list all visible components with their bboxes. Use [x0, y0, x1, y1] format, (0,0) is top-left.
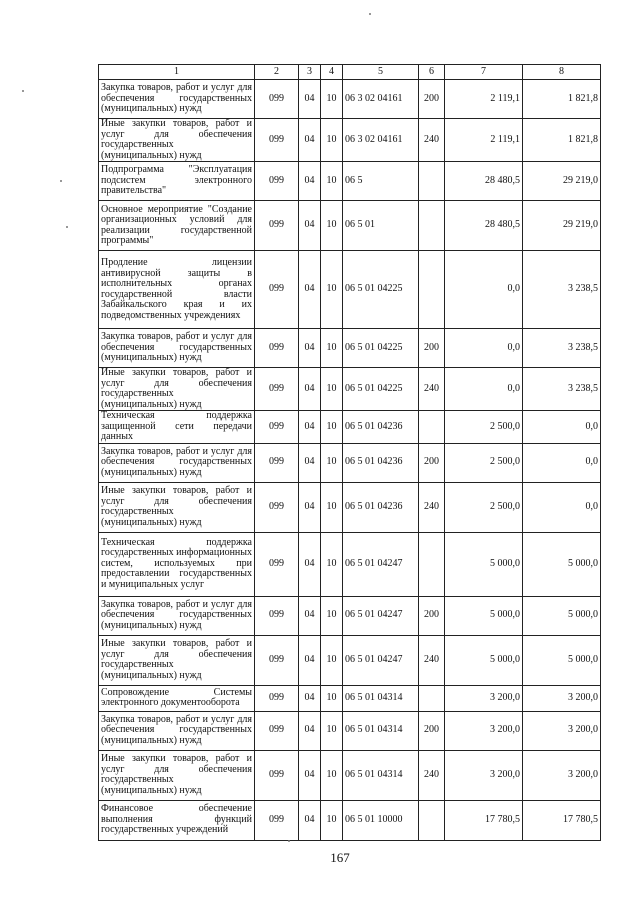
column-header: 3 [299, 65, 321, 80]
row-c6-cell: 240 [419, 119, 445, 162]
row-name-cell: Иные закупки товаров, работ и услуг для обеспечения государственных (муниципальных) нужд [99, 119, 255, 162]
row-name-cell: Закупка товаров, работ и услуг для обеспечения государственных (муниципальных) нужд [99, 596, 255, 635]
row-c6-cell [419, 162, 445, 201]
row-c2-cell: 099 [255, 443, 299, 482]
table-row [99, 443, 601, 482]
row-c7-cell: 0,0 [445, 251, 523, 329]
row-c4-cell: 10 [321, 443, 343, 482]
row-c3-cell: 04 [299, 162, 321, 201]
table-row [99, 750, 601, 800]
row-c7-cell: 2 500,0 [445, 411, 523, 444]
row-c3-cell: 04 [299, 482, 321, 532]
row-c7-cell: 0,0 [445, 329, 523, 368]
row-c2-cell: 099 [255, 201, 299, 251]
row-c2-cell: 099 [255, 251, 299, 329]
scan-speck [66, 226, 68, 228]
row-name-cell: Техническая поддержка государственных информационных систем, используемых при предоставлении государственных и муниципальных услуг [99, 532, 255, 596]
row-c3-cell: 04 [299, 711, 321, 750]
row-c6-cell [419, 800, 445, 840]
row-c6-cell: 240 [419, 750, 445, 800]
row-c7-cell: 2 500,0 [445, 443, 523, 482]
budget-table [98, 64, 601, 841]
row-c8-cell: 3 238,5 [523, 251, 601, 329]
row-c3-cell: 04 [299, 80, 321, 119]
row-c8-cell: 5 000,0 [523, 596, 601, 635]
row-name-cell: Закупка товаров, работ и услуг для обеспечения государственных (муниципальных) нужд [99, 711, 255, 750]
row-c4-cell: 10 [321, 800, 343, 840]
row-c6-cell: 200 [419, 443, 445, 482]
row-c5-cell: 06 3 02 04161 [343, 80, 419, 119]
row-c5-cell: 06 5 01 04236 [343, 443, 419, 482]
table-row [99, 532, 601, 596]
row-c2-cell: 099 [255, 800, 299, 840]
row-c6-cell: 240 [419, 482, 445, 532]
column-header: 4 [321, 65, 343, 80]
table-header-row [99, 65, 601, 80]
row-c4-cell: 10 [321, 596, 343, 635]
row-c4-cell: 10 [321, 711, 343, 750]
row-name-cell: Подпрограмма "Эксплуатация подсистем электронного правительства" [99, 162, 255, 201]
row-c3-cell: 04 [299, 635, 321, 685]
row-c8-cell: 3 200,0 [523, 685, 601, 711]
row-c5-cell: 06 5 01 04314 [343, 750, 419, 800]
table-row [99, 482, 601, 532]
row-c8-cell: 29 219,0 [523, 201, 601, 251]
row-name-cell: Техническая поддержка защищенной сети передачи данных [99, 411, 255, 444]
scan-speck [288, 840, 290, 842]
table-row [99, 162, 601, 201]
row-c3-cell: 04 [299, 800, 321, 840]
row-c3-cell: 04 [299, 201, 321, 251]
row-c8-cell: 5 000,0 [523, 532, 601, 596]
row-c7-cell: 17 780,5 [445, 800, 523, 840]
row-c3-cell: 04 [299, 251, 321, 329]
row-c4-cell: 10 [321, 685, 343, 711]
row-c5-cell: 06 5 01 04225 [343, 251, 419, 329]
row-c3-cell: 04 [299, 119, 321, 162]
row-c4-cell: 10 [321, 119, 343, 162]
row-c8-cell: 5 000,0 [523, 635, 601, 685]
row-c6-cell [419, 411, 445, 444]
row-c3-cell: 04 [299, 443, 321, 482]
row-c2-cell: 099 [255, 411, 299, 444]
row-c3-cell: 04 [299, 750, 321, 800]
row-c7-cell: 28 480,5 [445, 162, 523, 201]
table-row [99, 800, 601, 840]
table-row [99, 251, 601, 329]
row-c2-cell: 099 [255, 685, 299, 711]
row-c4-cell: 10 [321, 635, 343, 685]
row-c5-cell: 06 5 01 04314 [343, 685, 419, 711]
row-c7-cell: 5 000,0 [445, 635, 523, 685]
row-c4-cell: 10 [321, 368, 343, 411]
row-name-cell: Финансовое обеспечение выполнения функций государственных учреждений [99, 800, 255, 840]
column-header: 5 [343, 65, 419, 80]
table-row [99, 119, 601, 162]
row-c6-cell: 200 [419, 596, 445, 635]
row-c8-cell: 0,0 [523, 482, 601, 532]
column-header: 6 [419, 65, 445, 80]
row-c7-cell: 3 200,0 [445, 750, 523, 800]
row-c7-cell: 2 119,1 [445, 80, 523, 119]
row-c6-cell [419, 685, 445, 711]
row-c7-cell: 5 000,0 [445, 596, 523, 635]
row-c5-cell: 06 5 01 04225 [343, 329, 419, 368]
row-c7-cell: 5 000,0 [445, 532, 523, 596]
table-row [99, 80, 601, 119]
row-name-cell: Иные закупки товаров, работ и услуг для обеспечения государственных (муниципальных) нужд [99, 368, 255, 411]
row-c5-cell: 06 5 01 04314 [343, 711, 419, 750]
row-c5-cell: 06 3 02 04161 [343, 119, 419, 162]
table-row [99, 411, 601, 444]
row-c8-cell: 0,0 [523, 411, 601, 444]
row-c7-cell: 0,0 [445, 368, 523, 411]
row-name-cell: Закупка товаров, работ и услуг для обеспечения государственных (муниципальных) нужд [99, 80, 255, 119]
row-c5-cell: 06 5 01 04247 [343, 635, 419, 685]
row-c5-cell: 06 5 01 10000 [343, 800, 419, 840]
row-c5-cell: 06 5 [343, 162, 419, 201]
row-c2-cell: 099 [255, 329, 299, 368]
row-c8-cell: 29 219,0 [523, 162, 601, 201]
row-c4-cell: 10 [321, 411, 343, 444]
scan-speck [60, 180, 62, 182]
row-c2-cell: 099 [255, 711, 299, 750]
table-body [99, 80, 601, 841]
row-c2-cell: 099 [255, 596, 299, 635]
column-header: 2 [255, 65, 299, 80]
scan-speck [22, 90, 24, 92]
row-c4-cell: 10 [321, 80, 343, 119]
column-header: 7 [445, 65, 523, 80]
row-name-cell: Закупка товаров, работ и услуг для обеспечения государственных (муниципальных) нужд [99, 329, 255, 368]
row-c5-cell: 06 5 01 04247 [343, 596, 419, 635]
row-c7-cell: 3 200,0 [445, 711, 523, 750]
row-c6-cell: 240 [419, 635, 445, 685]
row-c3-cell: 04 [299, 411, 321, 444]
row-c8-cell: 0,0 [523, 443, 601, 482]
row-c2-cell: 099 [255, 80, 299, 119]
row-c6-cell [419, 532, 445, 596]
table-row [99, 596, 601, 635]
row-c2-cell: 099 [255, 368, 299, 411]
row-c4-cell: 10 [321, 251, 343, 329]
row-c2-cell: 099 [255, 635, 299, 685]
row-c3-cell: 04 [299, 368, 321, 411]
column-header: 1 [99, 65, 255, 80]
row-c6-cell: 200 [419, 711, 445, 750]
row-c6-cell: 240 [419, 368, 445, 411]
row-c4-cell: 10 [321, 482, 343, 532]
row-c7-cell: 2 119,1 [445, 119, 523, 162]
row-c2-cell: 099 [255, 482, 299, 532]
table-row [99, 635, 601, 685]
row-c2-cell: 099 [255, 119, 299, 162]
row-name-cell: Сопровождение Системы электронного документооборота [99, 685, 255, 711]
row-c2-cell: 099 [255, 162, 299, 201]
table-row [99, 368, 601, 411]
row-c3-cell: 04 [299, 596, 321, 635]
row-name-cell: Иные закупки товаров, работ и услуг для обеспечения государственных (муниципальных) нужд [99, 635, 255, 685]
row-c5-cell: 06 5 01 04247 [343, 532, 419, 596]
row-name-cell: Иные закупки товаров, работ и услуг для обеспечения государственных (муниципальных) нужд [99, 482, 255, 532]
row-c5-cell: 06 5 01 04236 [343, 482, 419, 532]
row-c5-cell: 06 5 01 04225 [343, 368, 419, 411]
row-c8-cell: 17 780,5 [523, 800, 601, 840]
row-c3-cell: 04 [299, 685, 321, 711]
row-c3-cell: 04 [299, 532, 321, 596]
row-c4-cell: 10 [321, 201, 343, 251]
row-name-cell: Иные закупки товаров, работ и услуг для обеспечения государственных (муниципальных) нужд [99, 750, 255, 800]
row-c6-cell: 200 [419, 80, 445, 119]
row-c7-cell: 3 200,0 [445, 685, 523, 711]
row-c4-cell: 10 [321, 329, 343, 368]
row-name-cell: Продление лицензии антивирусной защиты в исполнительных органах государственной власти Забайкальского края и их подведомственных учреждениях [99, 251, 255, 329]
row-c8-cell: 3 200,0 [523, 711, 601, 750]
row-c6-cell: 200 [419, 329, 445, 368]
table-row [99, 329, 601, 368]
row-c4-cell: 10 [321, 162, 343, 201]
row-c7-cell: 28 480,5 [445, 201, 523, 251]
page-number: 167 [330, 850, 350, 865]
row-name-cell: Закупка товаров, работ и услуг для обеспечения государственных (муниципальных) нужд [99, 443, 255, 482]
row-c8-cell: 3 238,5 [523, 368, 601, 411]
row-c4-cell: 10 [321, 532, 343, 596]
row-c5-cell: 06 5 01 04236 [343, 411, 419, 444]
row-c2-cell: 099 [255, 532, 299, 596]
row-c6-cell [419, 251, 445, 329]
row-c8-cell: 3 200,0 [523, 750, 601, 800]
table-row [99, 201, 601, 251]
row-c6-cell [419, 201, 445, 251]
row-c7-cell: 2 500,0 [445, 482, 523, 532]
scan-speck [369, 13, 371, 15]
table-row [99, 685, 601, 711]
row-c8-cell: 1 821,8 [523, 119, 601, 162]
row-c8-cell: 3 238,5 [523, 329, 601, 368]
table-row [99, 711, 601, 750]
row-c3-cell: 04 [299, 329, 321, 368]
row-name-cell: Основное мероприятие "Создание организационных условий для реализации государственной программы" [99, 201, 255, 251]
row-c2-cell: 099 [255, 750, 299, 800]
row-c4-cell: 10 [321, 750, 343, 800]
column-header: 8 [523, 65, 601, 80]
row-c5-cell: 06 5 01 [343, 201, 419, 251]
row-c8-cell: 1 821,8 [523, 80, 601, 119]
